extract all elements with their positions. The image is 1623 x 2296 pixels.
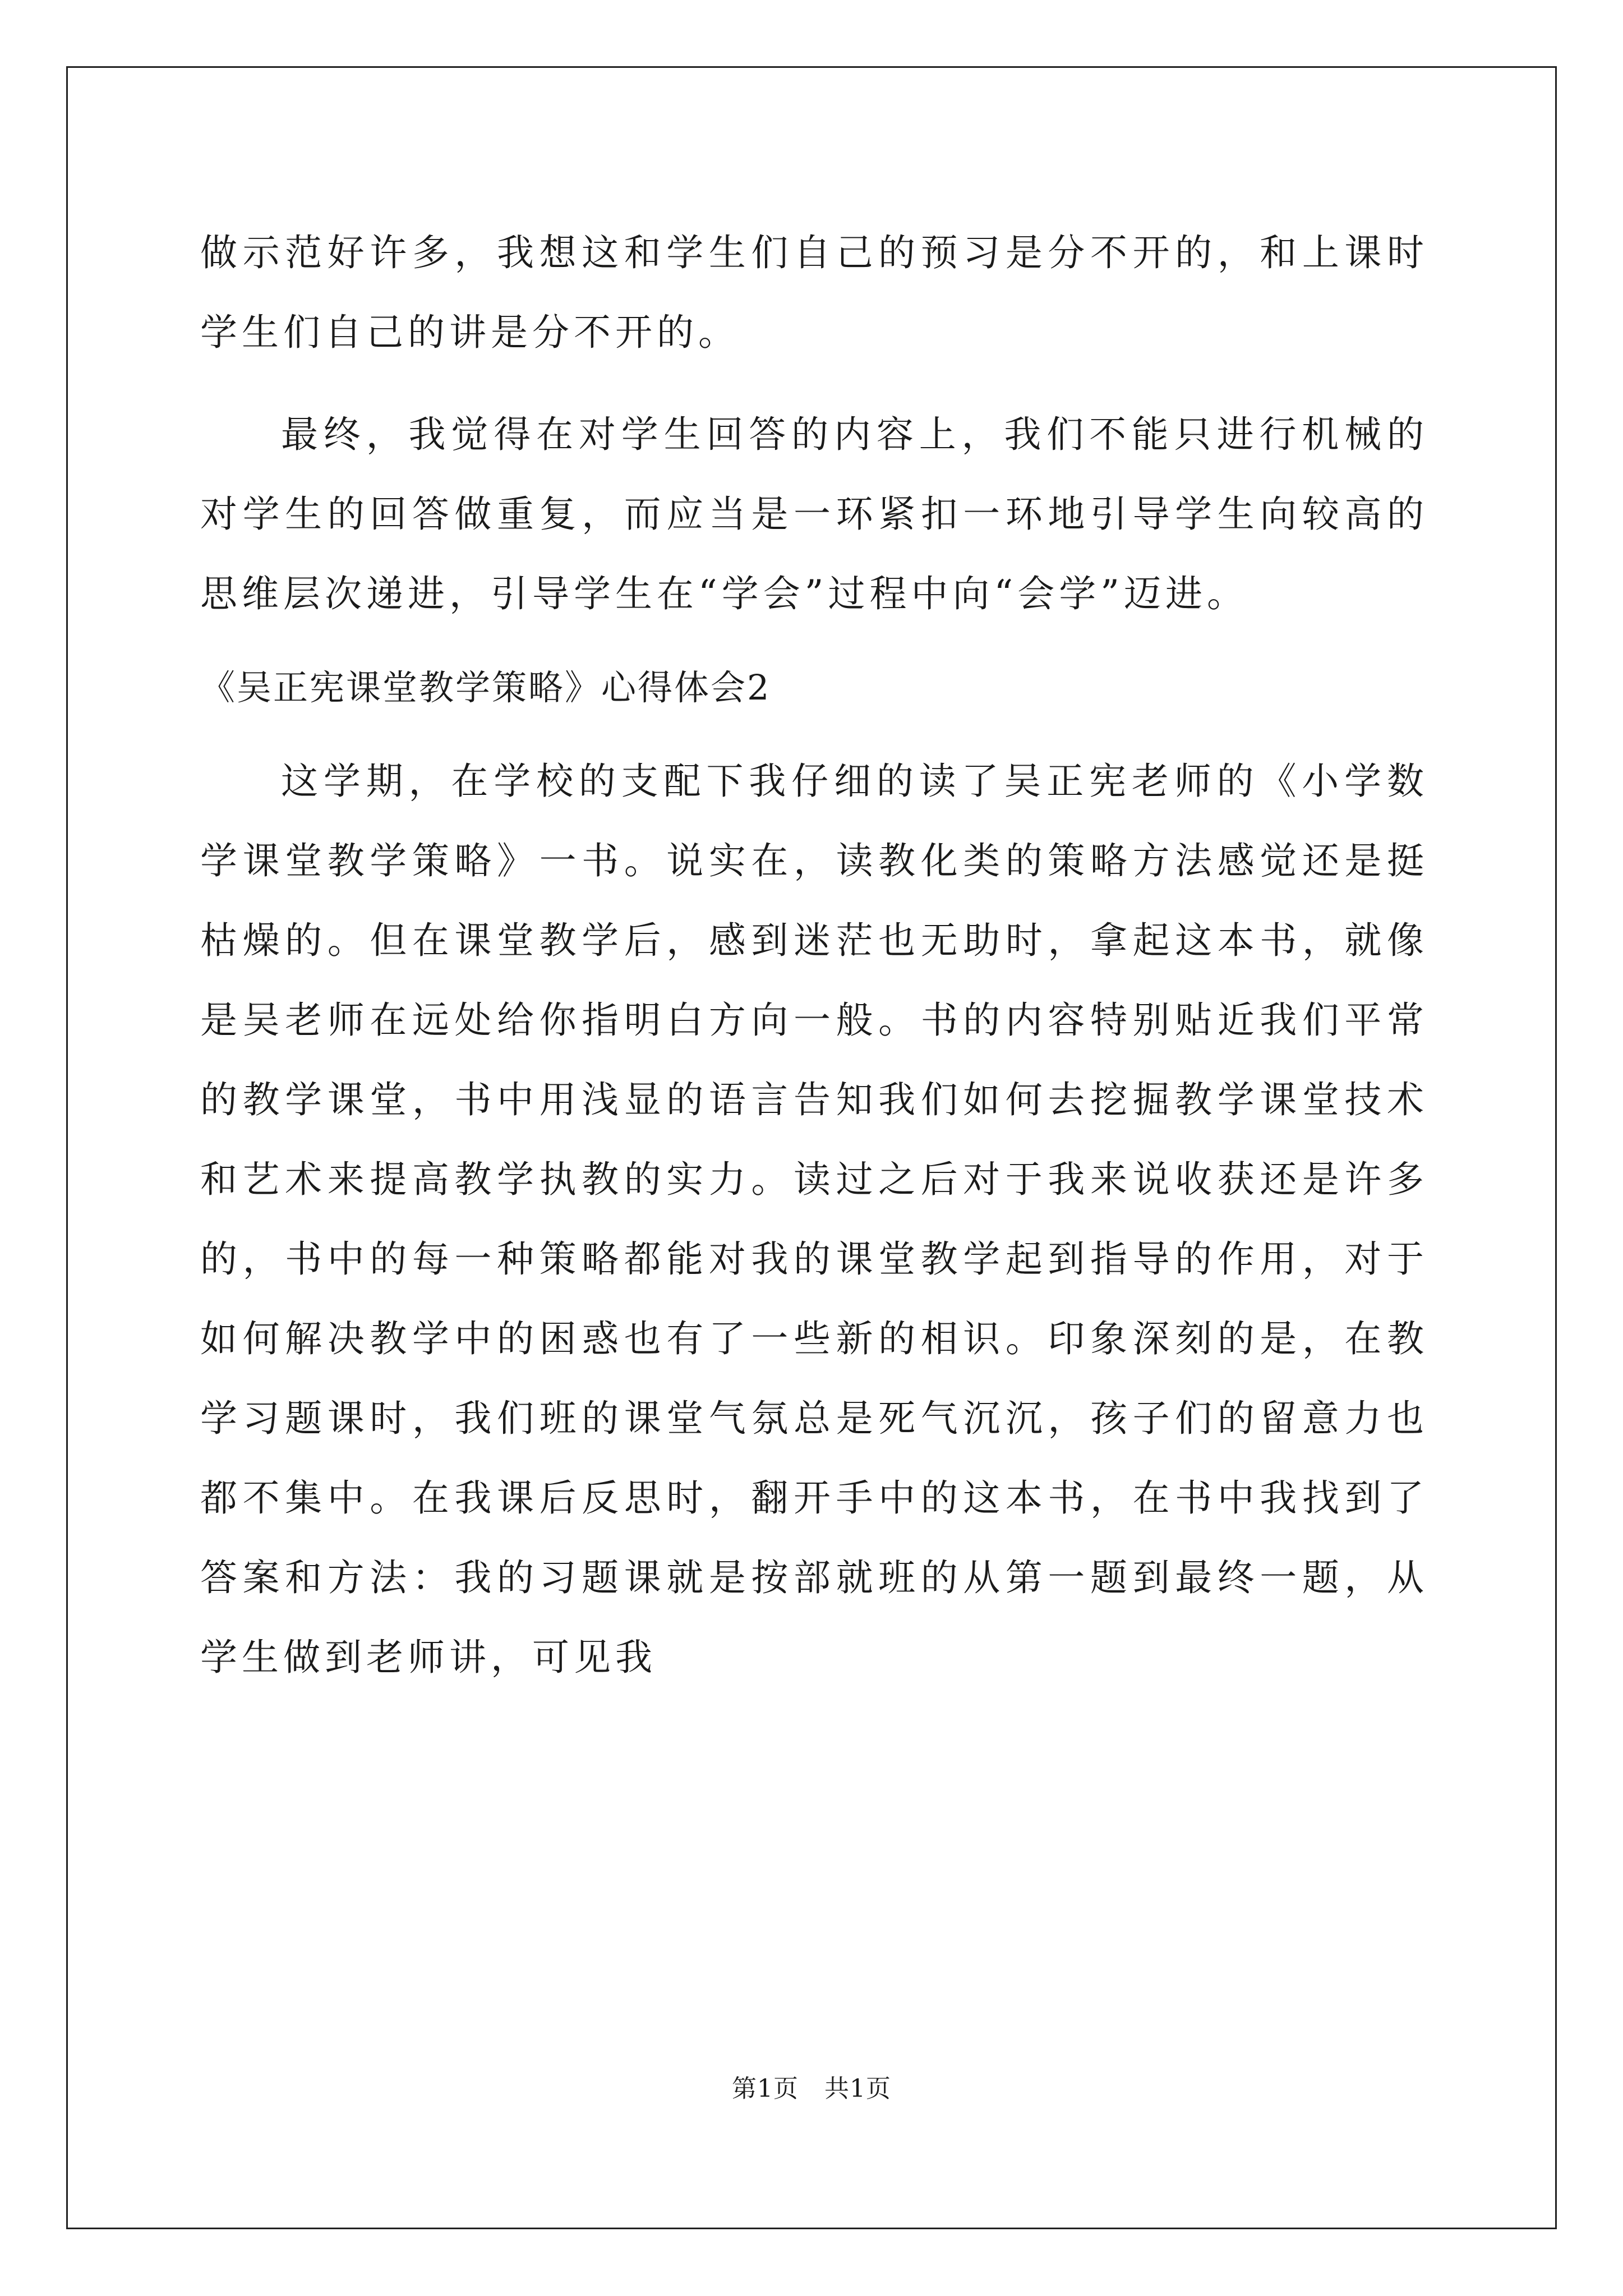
page-footer — [0, 2072, 1623, 2106]
page-number-current: 第1页 — [732, 2074, 799, 2103]
section-heading: 《吴正宪课堂教学策略》心得体会2 — [200, 667, 771, 708]
paragraph-conclusion: 最终，我觉得在对学生回答的内容上，我们不能只进行机械的对学生的回答做重复，而应当是一环紧扣一环地引导学生向较高的思维层次递进，引导学生在“学会”过程中向“会学”迈进。 — [200, 413, 1428, 615]
section-paragraph: 这学期，在学校的支配下我仔细的读了吴正宪老师的《小学数学课堂教学策略》一书。说实在，读教化类的策略方法感觉还是挺枯燥的。但在课堂教学后，感到迷茫也无助时，拿起这本书，就像是吴老师在远处给你指明白方向一般。书的内容特别贴近我们平常的教学课堂，书中用浅显的语言告知我们如何去挖掘教学课堂技术和艺术来提高教学执教的实力。读过之后对于我来说收获还是许多的，书中的每一种策略都能对我的课堂教学起到指导的作用，对于如何解决教学中的困惑也有了一些新的相识。印象深刻的是，在教学习题课时，我们班的课堂气氛总是死气沉沉，孩子们的留意力也都不集中。在我课后反思时，翻开手中的这本书，在书中我找到了答案和方法：我的习题课就是按部就班的从第一题到最终一题，从学生做到老师讲，可见我 — [200, 760, 1428, 1679]
page-number-total: 共1页 — [824, 2074, 891, 2103]
document-body — [200, 213, 1428, 1697]
paragraph-continued: 做示范好许多，我想这和学生们自己的预习是分不开的，和上课时学生们自己的讲是分不开的。 — [200, 231, 1428, 354]
